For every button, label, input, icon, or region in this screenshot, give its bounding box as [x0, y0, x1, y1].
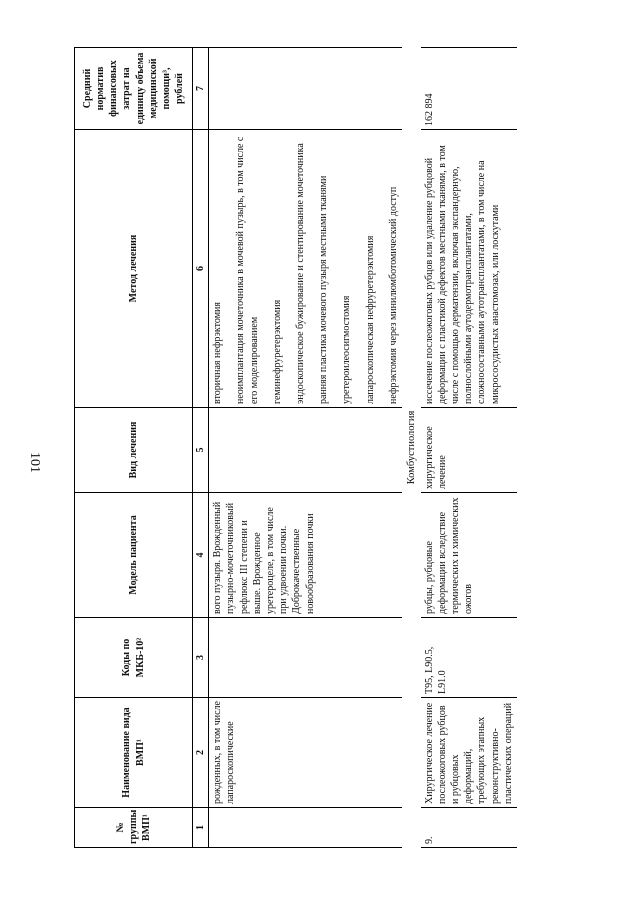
- column-number: 6: [193, 130, 209, 408]
- cell-number: 9.: [421, 808, 517, 848]
- cell-codes: [209, 618, 402, 698]
- method-item: ранняя пластика мочевого пузыря местными тканями: [318, 175, 330, 404]
- cell-codes: T95, L90.5, L91.0: [421, 618, 517, 698]
- column-number: 4: [193, 493, 209, 618]
- cell-name: Хирургическое лечение послеожоговых рубцов и рубцовых деформаций, требующих этапных реконструктивно-пластических операций: [421, 698, 517, 808]
- method-item: уретероилеосигмостомия: [341, 295, 353, 404]
- method-item: лапароскопическая нефруретерэктомия: [364, 235, 376, 404]
- method-item: неоимплантация мочеточника в мочевой пузырь, в том числе с его моделированием: [235, 136, 260, 404]
- cell-cost: [209, 48, 402, 130]
- cell-treatment: хирургическое лечение: [421, 408, 517, 493]
- method-item: нефрэктомия через минилюмботомический доступ: [387, 186, 399, 404]
- cell-treatment: [209, 408, 402, 493]
- method-item: вторичная нефрэктомия: [212, 302, 224, 404]
- header-treatment-type: Вид лечения: [75, 408, 193, 493]
- method-item: геминефруретерэктомия: [271, 299, 283, 404]
- vmp-table: [74, 47, 517, 848]
- header-icd-codes: Коды по МКБ-10²: [75, 618, 193, 698]
- header-patient-model: Модель пациента: [75, 493, 193, 618]
- column-number: 5: [193, 408, 209, 493]
- cell-number: [209, 808, 402, 848]
- rotated-page: [74, 48, 614, 848]
- column-number: 7: [193, 48, 209, 130]
- header-group-number: № группы ВМП¹: [75, 808, 193, 848]
- table-row-continuation: [209, 48, 402, 848]
- cell-model: вого пузыря. Врожденный пузырно-мочеточниковый рефлюкс III степени и выше. Врожденное уретероцеле, в том числе при удвоении почки. Доброкачественные новообразования почки: [209, 493, 402, 618]
- column-number: 2: [193, 698, 209, 808]
- header-cost-standard: Средний норматив финансовых затрат на единицу объема медицинской помощи³, рублей: [75, 48, 193, 130]
- header-treatment-method: Метод лечения: [75, 130, 193, 408]
- page-number: 101: [27, 452, 42, 473]
- cell-method: иссечение послеожоговых рубцов или удаление рубцовой деформации с пластикой дефектов местными тканями, в том числе с помощью дерматензии, включая экспандерную, полнослойными аутодермотрансплантатами, сложносоставными аутотрансплантатами, в том числе на микрососудистых анастомозах, или лоскутами: [421, 130, 517, 408]
- cell-name: рожденных, в том числе лапароскопические: [209, 698, 402, 808]
- column-number: 3: [193, 618, 209, 698]
- cell-model: рубцы, рубцовые деформации вследствие термических и химических ожогов: [421, 493, 517, 618]
- cell-methods: [209, 130, 402, 408]
- column-number-row: [193, 48, 209, 848]
- header-vmp-name: Наименование вида ВМП¹: [75, 698, 193, 808]
- cell-cost: 162 894: [421, 48, 517, 130]
- section-title: Комбустиология: [405, 410, 417, 485]
- column-number: 1: [193, 808, 209, 848]
- section-row: [402, 48, 421, 848]
- table-row-9: [421, 48, 517, 848]
- method-item: эндоскопическое бужирование и стентирование мочеточника: [294, 143, 306, 404]
